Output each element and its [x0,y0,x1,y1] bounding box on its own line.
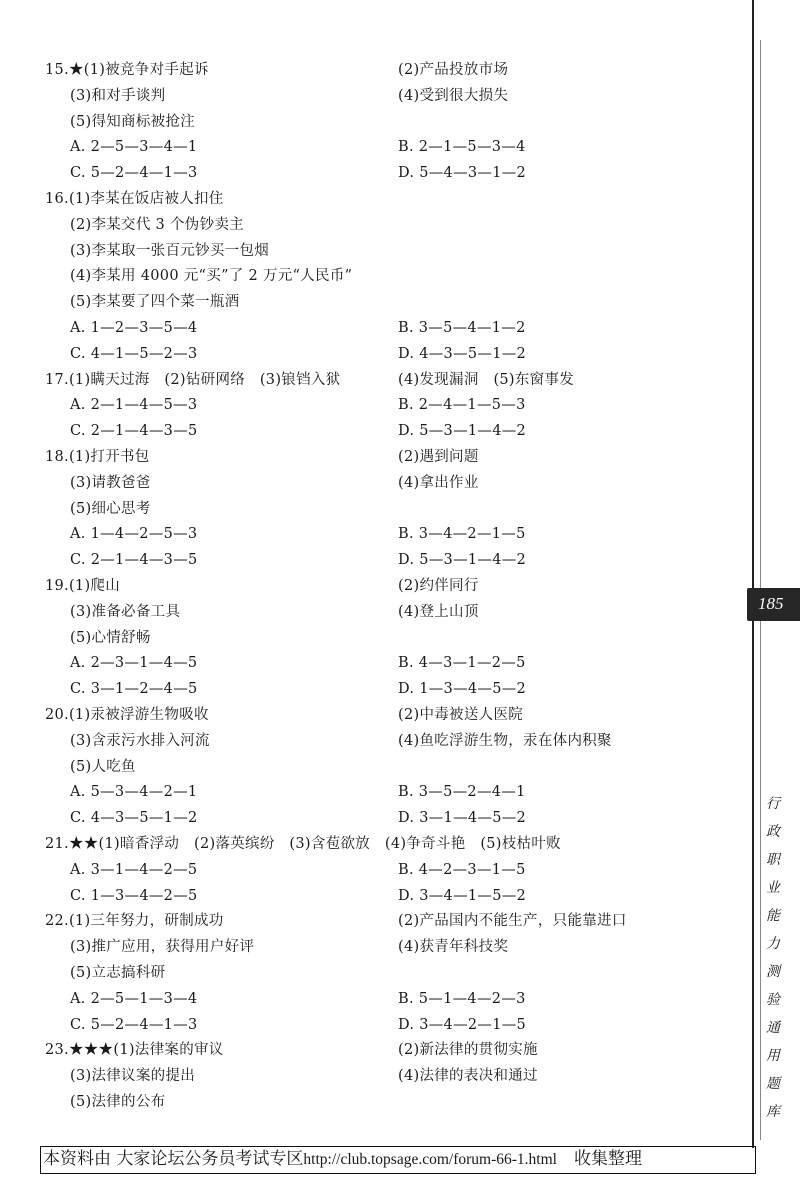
answer-option: D. 4—3—5—1—2 [398,345,527,362]
answer-option: B. 5—1—4—2—3 [398,990,526,1007]
question-20-stem: 20.(1)汞被浮游生物吸收 [45,707,209,723]
footer-banner [40,1146,756,1174]
side-title-char: 验 [766,992,780,1008]
question-item: (5)人吃鱼 [70,758,136,775]
question-item: (4)李某用 4000 元“买”了 2 万元“人民币” [70,268,353,285]
question-item: (4)拿出作业 [398,474,479,491]
question-23-stem: 23.★★★(1)法律案的审议 [45,1042,224,1059]
side-title-char: 行 [766,796,780,812]
answer-option: B. 4—2—3—1—5 [398,861,526,878]
answer-option: D. 3—4—2—1—5 [398,1016,527,1033]
answer-option: C. 2—1—4—3—5 [70,423,198,440]
answer-option: B. 2—4—1—5—3 [398,397,526,414]
question-21-stem: 21.★★(1)暗香浮动 (2)落英缤纷 (3)含苞欲放 (4)争奇斗艳 (5)枝枯叶败 [45,836,561,852]
footer-source: 本资料由 大家论坛公务员考试专区 [43,1149,304,1169]
question-item: (5)得知商标被抢注 [70,113,196,130]
answer-option: D. 5—4—3—1—2 [398,165,527,182]
question-item: (4)受到很大损失 [398,87,509,104]
answer-option: A. 3—1—4—2—5 [70,861,198,878]
question-16-stem: 16.(1)李某在饭店被人扣住 [45,191,224,207]
side-title-char: 政 [766,824,780,840]
answer-option: A. 1—2—3—5—4 [70,320,198,336]
answer-option: B. 3—5—2—4—1 [398,784,526,801]
answer-option: A. 2—5—3—4—1 [70,139,198,156]
question-item: (4)鱼吃浮游生物，汞在体内积聚 [398,732,612,749]
answer-option: A. 2—3—1—4—5 [70,655,198,672]
question-17-stem: 17.(1)瞒天过海 (2)钻研网络 (3)锒铛入狱 [45,371,341,388]
answer-option: C. 3—1—2—4—5 [70,681,198,698]
footer-url[interactable]: http://club.topsage.com/forum-66-1.html [303,1151,557,1168]
page-number: 185 [758,594,784,613]
question-item: (3)含汞污水排入河流 [70,732,210,749]
side-title-char: 能 [766,908,780,924]
question-item: (4)发现漏洞 (5)东窗事发 [398,371,575,388]
question-item: (5)心情舒畅 [70,629,151,646]
question-item: (2)新法律的贯彻实施 [398,1042,538,1059]
footer-note [557,1149,574,1169]
question-item: (5)立志搞科研 [70,965,166,981]
answer-option: D. 1—3—4—5—2 [398,681,527,698]
side-title-char: 库 [766,1104,780,1120]
footer-collect: 收集整理 [573,1149,642,1169]
answer-option: A. 2—5—1—3—4 [70,990,198,1007]
answer-option: B. 2—1—5—3—4 [398,139,526,156]
answer-option: C. 5—2—4—1—3 [70,165,198,182]
question-item: (4)登上山顶 [398,603,479,620]
side-title-char: 测 [766,964,780,980]
question-item: (2)约伴同行 [398,578,479,594]
question-15-stem: 15.★(1)被竞争对手起诉 [45,62,209,78]
side-title-char: 力 [766,936,780,952]
question-item: (2)遇到问题 [398,449,479,465]
question-item: (3)准备必备工具 [70,603,181,620]
question-item: (2)产品投放市场 [398,62,509,78]
question-19-stem: 19.(1)爬山 [45,578,120,594]
question-item: (3)推广应用，获得用户好评 [70,939,255,956]
answer-option: B. 4—3—1—2—5 [398,655,526,672]
answer-option: A. 5—3—4—2—1 [70,784,198,801]
question-item: (4)法律的表决和通过 [398,1068,538,1085]
question-item: (5)法律的公布 [70,1094,166,1110]
question-item: (4)获青年科技奖 [398,939,509,956]
answer-option: C. 2—1—4—3—5 [70,552,198,569]
answer-option: B. 3—5—4—1—2 [398,320,526,336]
answer-option: D. 5—3—1—4—2 [398,552,527,569]
answer-option: D. 3—4—1—5—2 [398,887,527,904]
question-18-stem: 18.(1)打开书包 [45,449,150,465]
question-item: (3)请教爸爸 [70,474,151,491]
side-title-char: 题 [766,1076,780,1092]
question-item: (3)和对手谈判 [70,87,166,104]
answer-option: D. 3—1—4—5—2 [398,810,527,827]
margin-rule [752,0,754,1148]
answer-option: C. 4—3—5—1—2 [70,810,198,827]
question-item: (3)法律议案的提出 [70,1068,196,1085]
side-title [762,790,784,1126]
question-item: (2)产品国内不能生产，只能靠进口 [398,913,627,930]
question-22-stem: 22.(1)三年努力，研制成功 [45,913,224,930]
question-item: (5)李某要了四个菜一瓶酒 [70,294,240,311]
side-title-char: 用 [766,1048,780,1064]
answer-option: D. 5—3—1—4—2 [398,423,527,440]
side-title-char: 业 [766,880,780,896]
answer-option: A. 1—4—2—5—3 [70,526,198,543]
answer-option: A. 2—1—4—5—3 [70,397,198,414]
question-item: (3)李某取一张百元钞买一包烟 [70,242,270,259]
answer-option: C. 1—3—4—2—5 [70,887,198,904]
question-item: (2)中毒被送人医院 [398,707,524,723]
side-title-char: 职 [766,852,780,868]
question-item: (5)细心思考 [70,500,151,517]
answer-option: C. 5—2—4—1—3 [70,1016,198,1033]
side-title-char: 通 [766,1020,780,1036]
question-item: (2)李某交代 3 个伪钞卖主 [70,216,244,233]
answer-option: B. 3—4—2—1—5 [398,526,526,543]
answer-option: C. 4—1—5—2—3 [70,345,198,362]
